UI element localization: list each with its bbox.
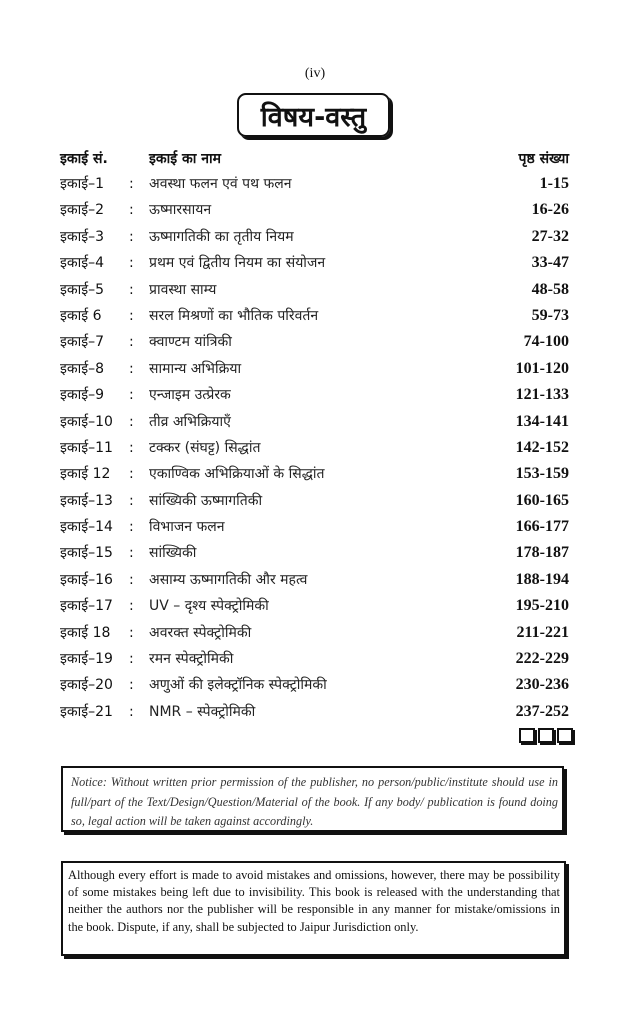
unit-name: UV – दृश्य स्पेक्ट्रोमिकी (149, 598, 269, 615)
unit-name: प्रावस्था साम्य (149, 281, 217, 298)
page-title-box (237, 93, 390, 137)
separator: : (129, 571, 134, 588)
unit-number: इकाई–13 (60, 492, 113, 509)
header-unit-no: इकाई सं. (60, 151, 108, 167)
page-range: 48-58 (531, 280, 569, 298)
square-icon (538, 728, 554, 743)
toc-row (60, 226, 569, 252)
unit-number: इकाई–3 (60, 228, 105, 245)
toc-row (60, 411, 569, 437)
toc-row (60, 674, 569, 700)
page-range: 178-187 (515, 544, 569, 562)
unit-number: इकाई–9 (60, 387, 105, 404)
page-range: 74-100 (523, 333, 569, 351)
page-range: 222-229 (515, 650, 569, 668)
unit-name: अणुओं की इलेक्ट्रॉनिक स्पेक्ट्रोमिकी (149, 677, 327, 694)
page-range: 27-32 (531, 227, 569, 245)
separator: : (129, 545, 134, 562)
unit-number: इकाई–20 (60, 677, 113, 694)
square-icon (519, 728, 535, 743)
page-title: विषय-वस्तु (260, 101, 367, 133)
separator: : (129, 202, 134, 219)
toc-row (60, 358, 569, 384)
separator: : (129, 228, 134, 245)
toc-row (60, 516, 569, 542)
unit-name: अवरक्त स्पेक्ट्रोमिकी (149, 624, 252, 641)
separator: : (129, 255, 134, 272)
separator: : (129, 360, 134, 377)
page-range: 33-47 (531, 254, 569, 272)
unit-name: एन्जाइम उत्प्रेरक (149, 387, 231, 404)
unit-number: इकाई–1 (60, 176, 105, 192)
separator: : (129, 519, 134, 536)
page-range: 166-177 (515, 518, 569, 536)
unit-name: ऊष्मागतिकी का तृतीय नियम (149, 228, 294, 245)
toc-row (60, 569, 569, 595)
unit-number: इकाई–5 (60, 281, 105, 298)
separator: : (129, 492, 134, 509)
toc-row (60, 199, 569, 225)
unit-number: इकाई–8 (60, 360, 105, 377)
unit-name: रमन स्पेक्ट्रोमिकी (149, 651, 234, 668)
header-unit-name: इकाई का नाम (149, 151, 222, 167)
unit-number: इकाई–11 (60, 439, 113, 456)
disclaimer: Although every effort is made to avoid mistakes and omissions, however, there may be possibility of some mistakes being left due to invisibility. This book is released with the understanding that neither the authors nor the publisher will be responsible in any manner for mistake/omissions in the book. Dispute, if any, shall be subjected to Jaipur Jurisdiction only. (61, 861, 566, 956)
separator: : (129, 334, 134, 351)
toc-row (60, 252, 569, 278)
toc-row (60, 331, 569, 357)
page-range: 142-152 (515, 438, 569, 456)
square-icon (557, 728, 573, 743)
unit-name: एकाण्विक अभिक्रियाओं के सिद्धांत (149, 466, 325, 483)
page-range: 188-194 (515, 570, 569, 588)
toc-row (60, 542, 569, 568)
separator: : (129, 651, 134, 668)
page-range: 211-221 (516, 623, 569, 641)
toc-row (60, 279, 569, 305)
separator: : (129, 387, 134, 404)
unit-name: टक्कर (संघट्ट) सिद्धांत (149, 439, 261, 456)
unit-number: इकाई–17 (60, 598, 113, 615)
unit-name: विभाजन फलन (149, 519, 225, 536)
three-squares-icon (519, 728, 573, 743)
page-range: 101-120 (515, 359, 569, 377)
unit-name: असाम्य ऊष्मागतिकी और महत्व (149, 571, 308, 588)
page-range: 195-210 (515, 597, 569, 615)
page-range: 59-73 (531, 306, 569, 324)
toc-row (60, 437, 569, 463)
toc-row (60, 384, 569, 410)
unit-name: तीव्र अभिक्रियाएँ (149, 413, 231, 430)
page-range: 160-165 (515, 491, 569, 509)
separator: : (129, 598, 134, 615)
unit-number: इकाई–4 (60, 255, 105, 272)
toc-row (60, 490, 569, 516)
page-range: 16-26 (531, 201, 569, 219)
separator: : (129, 307, 134, 324)
unit-name: सरल मिश्रणों का भौतिक परिवर्तन (149, 307, 319, 324)
copyright-notice: Notice: Without written prior permission of the publisher, no person/public/institute should use in full/part of the Text/Design/Question/Material of the book. If any body/ publication is found doing so, legal action will be taken against accordingly. (61, 766, 564, 832)
page-range: 153-159 (515, 465, 569, 483)
unit-number: इकाई–2 (60, 202, 105, 219)
separator: : (129, 176, 134, 192)
unit-number: इकाई 18 (60, 624, 111, 641)
unit-name: अवस्था फलन एवं पथ फलन (149, 176, 292, 192)
page-range: 1-15 (539, 175, 569, 192)
unit-name: सामान्य अभिक्रिया (149, 360, 242, 377)
separator: : (129, 281, 134, 298)
unit-name: सांख्यिकी ऊष्मागतिकी (149, 492, 263, 509)
toc-row (60, 463, 569, 489)
unit-name: प्रथम एवं द्वितीय नियम का संयोजन (149, 255, 326, 272)
page-range: 134-141 (515, 412, 569, 430)
separator: : (129, 439, 134, 456)
unit-number: इकाई 12 (60, 466, 111, 483)
separator: : (129, 677, 134, 694)
unit-number: इकाई–21 (60, 703, 113, 720)
unit-name: NMR – स्पेक्ट्रोमिकी (149, 703, 256, 720)
page-range: 121-133 (515, 386, 569, 404)
toc-row (60, 595, 569, 621)
separator: : (129, 703, 134, 720)
separator: : (129, 624, 134, 641)
unit-number: इकाई–14 (60, 519, 113, 536)
toc-row (60, 305, 569, 331)
unit-number: इकाई–7 (60, 334, 105, 351)
table-of-contents (60, 173, 569, 727)
unit-number: इकाई–15 (60, 545, 113, 562)
unit-number: इकाई–16 (60, 571, 113, 588)
separator: : (129, 466, 134, 483)
unit-name: क्वाण्टम यांत्रिकी (149, 334, 232, 351)
unit-name: सांख्यिकी (149, 545, 197, 562)
toc-row (60, 622, 569, 648)
unit-number: इकाई–10 (60, 413, 113, 430)
toc-row (60, 701, 569, 727)
header-page-no: पृष्ठ संख्या (518, 151, 569, 167)
page-range: 230-236 (515, 676, 569, 694)
toc-row (60, 173, 569, 199)
unit-number: इकाई–19 (60, 651, 113, 668)
page-number: (iv) (304, 66, 326, 81)
toc-row (60, 648, 569, 674)
toc-header (60, 149, 569, 169)
unit-number: इकाई 6 (60, 307, 102, 324)
unit-name: ऊष्मारसायन (149, 202, 212, 219)
separator: : (129, 413, 134, 430)
page-range: 237-252 (515, 702, 569, 720)
